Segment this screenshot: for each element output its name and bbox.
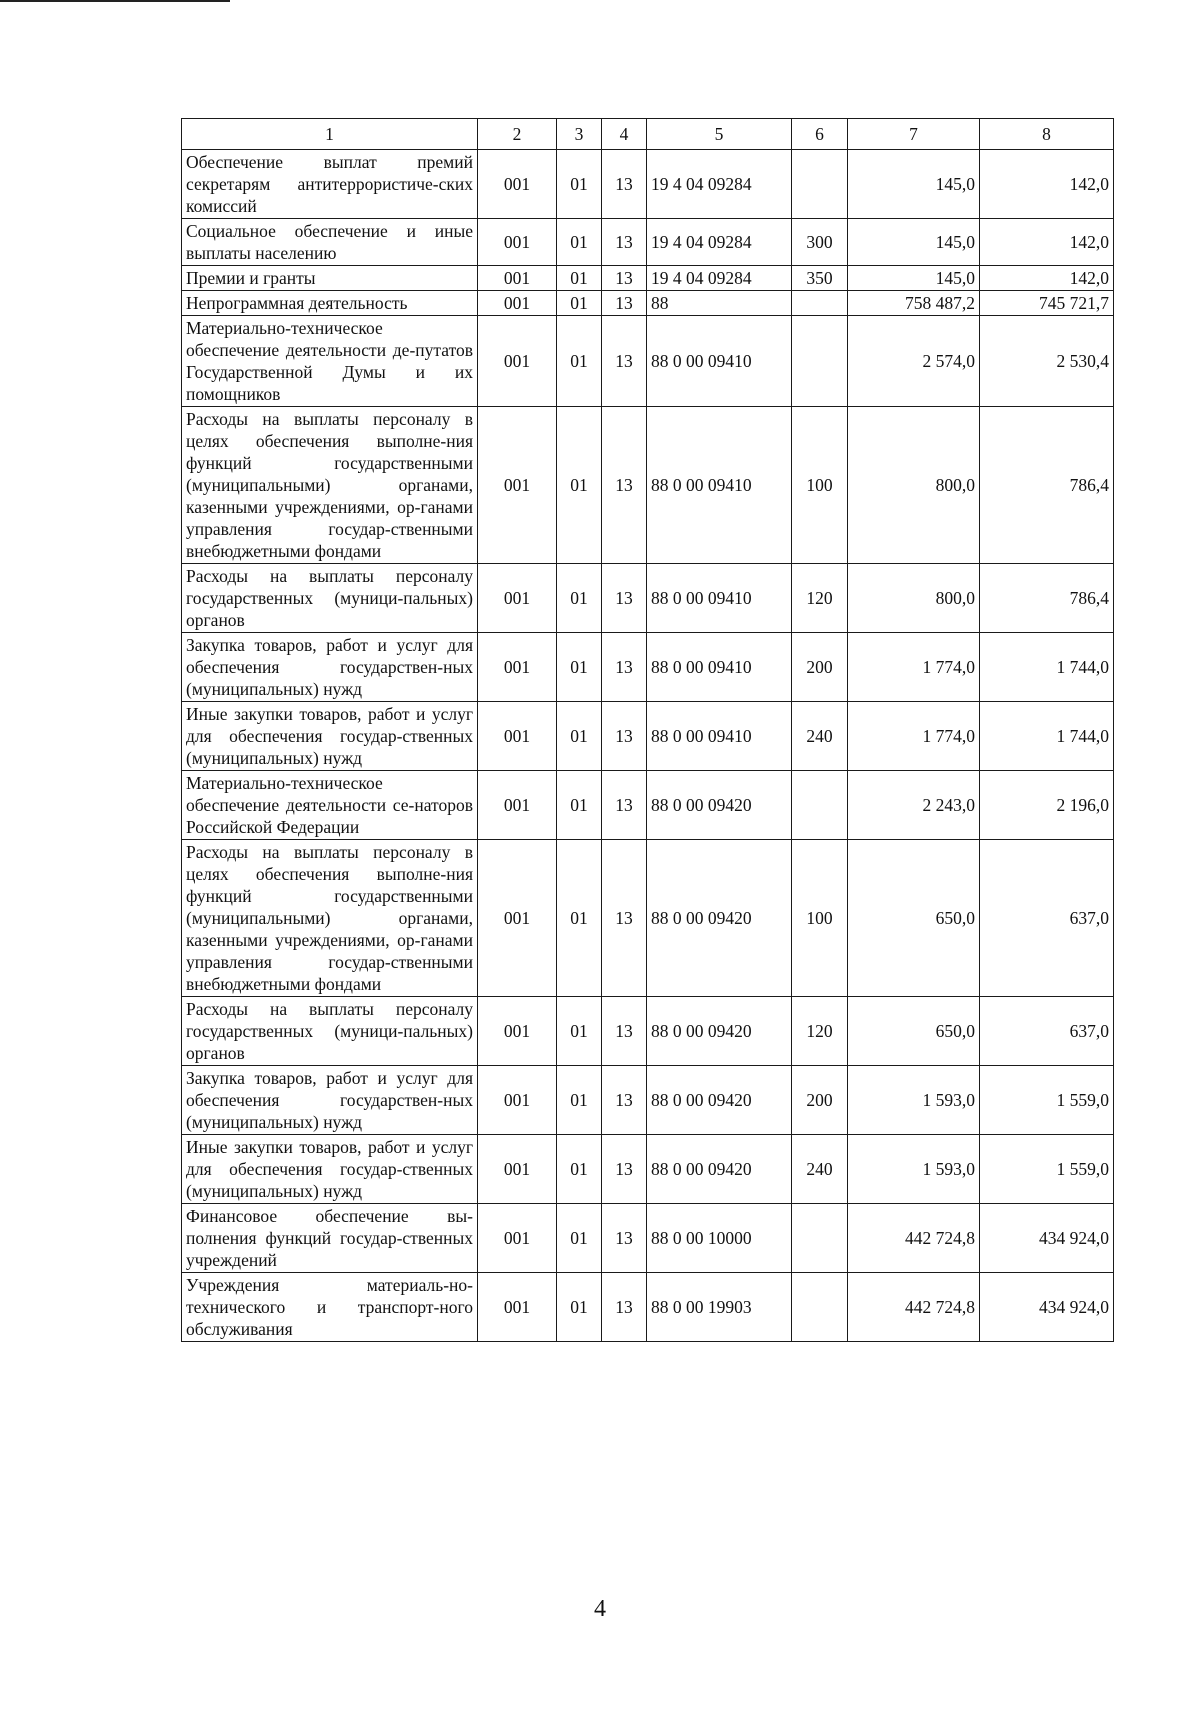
cell-col2: 001 [478,1204,557,1273]
cell-col7: 145,0 [848,219,980,266]
cell-col6 [792,1204,848,1273]
cell-col4: 13 [602,633,647,702]
cell-col5: 88 0 00 09420 [647,997,792,1066]
cell-col7: 145,0 [848,266,980,291]
table-row [182,840,1114,997]
cell-col4: 13 [602,771,647,840]
cell-col8: 142,0 [980,219,1114,266]
cell-col7: 800,0 [848,407,980,564]
header-cell: 5 [647,119,792,150]
cell-col4: 13 [602,1204,647,1273]
cell-col8: 786,4 [980,407,1114,564]
budget-table [181,118,1114,1342]
header-cell: 8 [980,119,1114,150]
cell-col7: 1 774,0 [848,702,980,771]
header-cell: 7 [848,119,980,150]
cell-col5: 19 4 04 09284 [647,266,792,291]
header-cell: 2 [478,119,557,150]
cell-col6 [792,316,848,407]
cell-col7: 1 593,0 [848,1066,980,1135]
cell-col5: 88 0 00 09410 [647,633,792,702]
cell-col7: 800,0 [848,564,980,633]
table-row [182,702,1114,771]
cell-col4: 13 [602,1066,647,1135]
cell-col6: 120 [792,564,848,633]
table-row [182,1135,1114,1204]
cell-name: Материально-техническое обеспечение деятельности се-наторов Российской Федерации [182,771,478,840]
cell-name: Учреждения материаль-но-технического и транспорт-ного обслуживания [182,1273,478,1342]
cell-name: Иные закупки товаров, работ и услуг для обеспечения государ-ственных (муниципальных) нужд [182,1135,478,1204]
cell-col2: 001 [478,266,557,291]
cell-col7: 650,0 [848,840,980,997]
table-row [182,219,1114,266]
cell-col4: 13 [602,702,647,771]
cell-col6: 240 [792,1135,848,1204]
cell-col5: 88 0 00 09410 [647,316,792,407]
cell-col6: 120 [792,997,848,1066]
cell-name: Премии и гранты [182,266,478,291]
cell-col2: 001 [478,702,557,771]
cell-col4: 13 [602,1135,647,1204]
cell-col8: 2 530,4 [980,316,1114,407]
cell-col5: 88 0 00 09420 [647,840,792,997]
cell-col2: 001 [478,316,557,407]
cell-col3: 01 [557,1273,602,1342]
cell-col7: 1 593,0 [848,1135,980,1204]
cell-name: Расходы на выплаты персоналу в целях обеспечения выполне-ния функций государственными (муниципальными) органами, казенными учреждениями, ор-ганами управления государ-ственными внебюджетными фондами [182,840,478,997]
header-cell: 6 [792,119,848,150]
cell-col3: 01 [557,1135,602,1204]
cell-col3: 01 [557,771,602,840]
cell-col2: 001 [478,840,557,997]
cell-name: Закупка товаров, работ и услуг для обеспечения государствен-ных (муниципальных) нужд [182,633,478,702]
table-row [182,1204,1114,1273]
cell-name: Непрограммная деятельность [182,291,478,316]
cell-col4: 13 [602,997,647,1066]
table-row [182,316,1114,407]
cell-col2: 001 [478,150,557,219]
cell-col6 [792,1273,848,1342]
cell-col6: 300 [792,219,848,266]
cell-col2: 001 [478,1066,557,1135]
cell-col7: 442 724,8 [848,1204,980,1273]
cell-col5: 88 0 00 09410 [647,702,792,771]
cell-col4: 13 [602,150,647,219]
cell-col8: 1 559,0 [980,1066,1114,1135]
cell-name: Обеспечение выплат премий секретарям антитеррористиче-ских комиссий [182,150,478,219]
cell-col3: 01 [557,564,602,633]
table-row [182,407,1114,564]
cell-col6: 100 [792,840,848,997]
cell-col6: 200 [792,633,848,702]
cell-col6 [792,150,848,219]
cell-col5: 88 0 00 09420 [647,1135,792,1204]
cell-name: Закупка товаров, работ и услуг для обеспечения государствен-ных (муниципальных) нужд [182,1066,478,1135]
top-rule [0,0,230,2]
cell-col5: 88 0 00 09420 [647,771,792,840]
cell-col3: 01 [557,150,602,219]
cell-col2: 001 [478,633,557,702]
table-row [182,771,1114,840]
cell-col6: 240 [792,702,848,771]
cell-col4: 13 [602,219,647,266]
cell-col2: 001 [478,997,557,1066]
header-cell: 4 [602,119,647,150]
cell-col8: 142,0 [980,150,1114,219]
cell-col4: 13 [602,564,647,633]
cell-col3: 01 [557,219,602,266]
cell-col3: 01 [557,291,602,316]
cell-col6: 100 [792,407,848,564]
cell-col8: 434 924,0 [980,1204,1114,1273]
cell-col3: 01 [557,266,602,291]
table-row [182,564,1114,633]
cell-col4: 13 [602,1273,647,1342]
cell-col8: 1 744,0 [980,633,1114,702]
cell-col5: 19 4 04 09284 [647,219,792,266]
cell-col6: 350 [792,266,848,291]
cell-col7: 1 774,0 [848,633,980,702]
cell-col2: 001 [478,564,557,633]
cell-col4: 13 [602,407,647,564]
cell-col8: 434 924,0 [980,1273,1114,1342]
cell-col2: 001 [478,1135,557,1204]
cell-col4: 13 [602,316,647,407]
cell-col3: 01 [557,407,602,564]
cell-col7: 442 724,8 [848,1273,980,1342]
page-number: 4 [594,1596,606,1622]
cell-col5: 88 [647,291,792,316]
cell-col8: 1 744,0 [980,702,1114,771]
cell-name: Финансовое обеспечение вы-полнения функций государ-ственных учреждений [182,1204,478,1273]
cell-col8: 637,0 [980,997,1114,1066]
cell-col7: 2 243,0 [848,771,980,840]
cell-col3: 01 [557,1204,602,1273]
cell-col8: 1 559,0 [980,1135,1114,1204]
cell-col4: 13 [602,291,647,316]
cell-col2: 001 [478,407,557,564]
cell-col3: 01 [557,316,602,407]
cell-name: Расходы на выплаты персоналу государственных (муници-пальных) органов [182,997,478,1066]
cell-col7: 145,0 [848,150,980,219]
cell-col3: 01 [557,702,602,771]
cell-col8: 142,0 [980,266,1114,291]
table-row [182,1066,1114,1135]
header-cell: 1 [182,119,478,150]
table-row [182,633,1114,702]
cell-col2: 001 [478,291,557,316]
cell-col2: 001 [478,219,557,266]
cell-col5: 88 0 00 09420 [647,1066,792,1135]
cell-col6: 200 [792,1066,848,1135]
cell-col7: 2 574,0 [848,316,980,407]
header-row [182,119,1114,150]
cell-col7: 758 487,2 [848,291,980,316]
cell-col4: 13 [602,266,647,291]
cell-col6 [792,771,848,840]
cell-col6 [792,291,848,316]
cell-col2: 001 [478,771,557,840]
cell-name: Расходы на выплаты персоналу в целях обеспечения выполне-ния функций государственными (муниципальными) органами, казенными учреждениями, ор-ганами управления государ-ственными внебюджетными фондами [182,407,478,564]
cell-col5: 88 0 00 19903 [647,1273,792,1342]
table-row [182,291,1114,316]
cell-col7: 650,0 [848,997,980,1066]
header-cell: 3 [557,119,602,150]
table-row [182,266,1114,291]
cell-name: Материально-техническое обеспечение деятельности де-путатов Государственной Думы и их помощников [182,316,478,407]
cell-name: Социальное обеспечение и иные выплаты населению [182,219,478,266]
cell-col3: 01 [557,633,602,702]
cell-col8: 2 196,0 [980,771,1114,840]
cell-col8: 786,4 [980,564,1114,633]
cell-col2: 001 [478,1273,557,1342]
cell-col8: 637,0 [980,840,1114,997]
cell-col3: 01 [557,997,602,1066]
cell-col3: 01 [557,1066,602,1135]
cell-col3: 01 [557,840,602,997]
table-row [182,1273,1114,1342]
cell-name: Иные закупки товаров, работ и услуг для обеспечения государ-ственных (муниципальных) нужд [182,702,478,771]
cell-name: Расходы на выплаты персоналу государственных (муници-пальных) органов [182,564,478,633]
cell-col5: 88 0 00 09410 [647,407,792,564]
table-row [182,150,1114,219]
cell-col5: 88 0 00 10000 [647,1204,792,1273]
cell-col5: 88 0 00 09410 [647,564,792,633]
cell-col4: 13 [602,840,647,997]
cell-col8: 745 721,7 [980,291,1114,316]
table-row [182,997,1114,1066]
cell-col5: 19 4 04 09284 [647,150,792,219]
